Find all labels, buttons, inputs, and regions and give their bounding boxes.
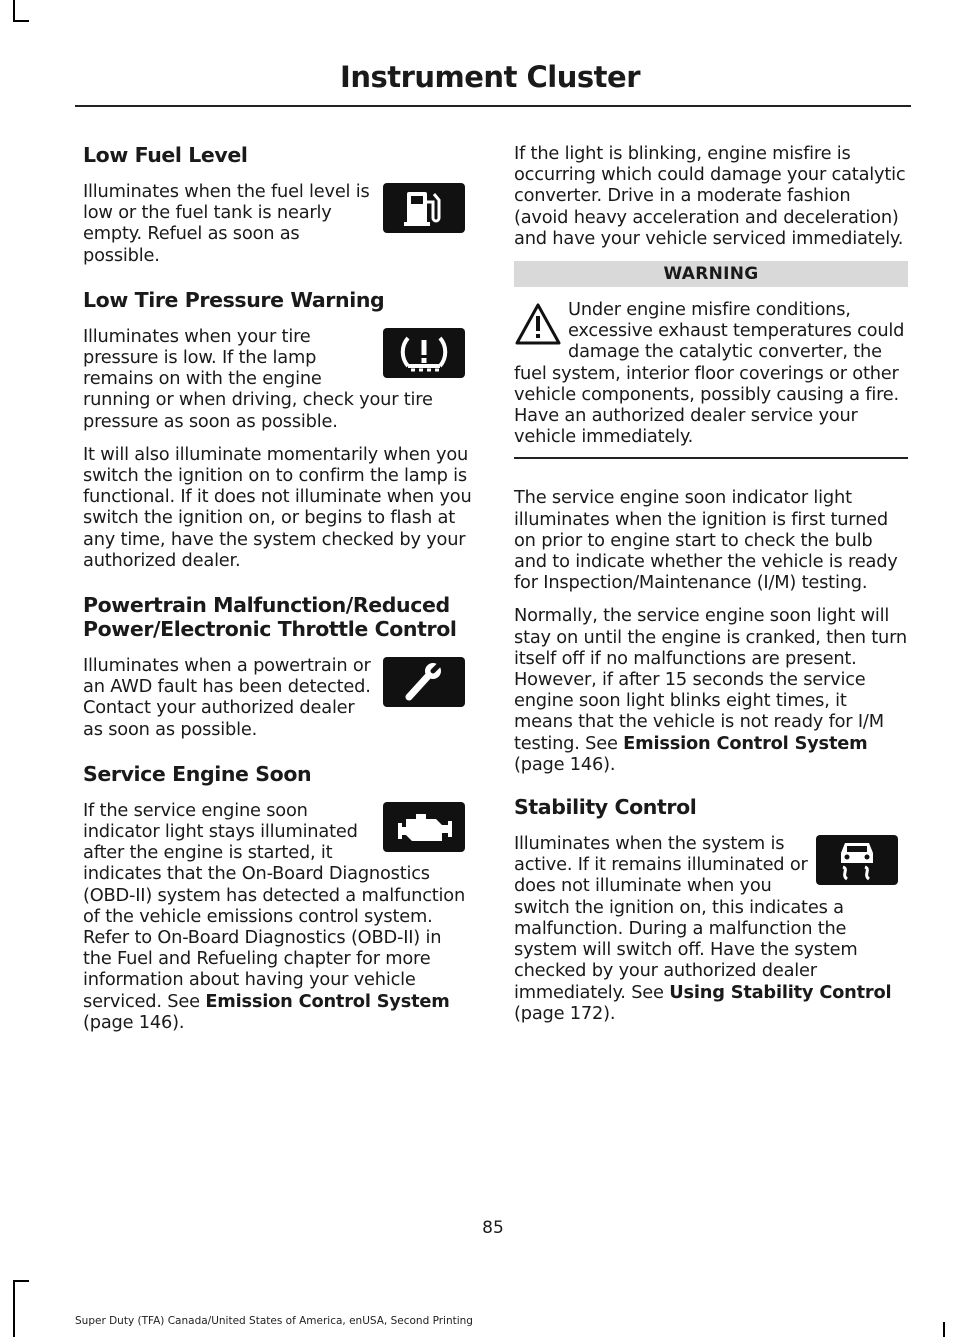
page-ref: (page 172). [514, 1002, 616, 1024]
stability-text-body: Illuminates when the system is active. If it remains illuminated or does not illuminate when you switch the ignition on, this indicates a malfunction. During a malfunction the system will switch off. Have the system checked by your authorized dealer immediately. See [514, 833, 858, 1003]
service-engine-section [83, 762, 475, 1033]
low-fuel-section [83, 143, 475, 266]
right-column [514, 143, 908, 1046]
tire-pressure-section [83, 288, 475, 571]
crop-mark [943, 1322, 945, 1337]
tire-pressure-text: Illuminates when your tire pressure is low. If the lamp remains on with the engine running or when driving, check your tire pressure as soon as possible. [83, 325, 433, 432]
emission-control-link[interactable]: Emission Control System [205, 990, 450, 1012]
crop-mark [13, 0, 15, 20]
warning-body [514, 299, 908, 447]
service-engine-text-body: If the service engine soon indicator light stays illuminated after the engine is started, it indicates that the On-Board Diagnostics (OBD-II) system has detected a malfunction of the vehicle emissions control system. Refer to On-Board Diagnostics (OBD-II) in the Fuel and Refueling chapter for more information about having your vehicle serviced. See [83, 799, 466, 1012]
wrench-icon [383, 657, 465, 707]
blinking-text: If the light is blinking, engine misfire is occurring which could damage your catalytic converter. Drive in a moderate fashion (avoid heavy acceleration and deceleration) and have your vehicle serviced immediately. [514, 143, 906, 249]
normally-text [514, 605, 908, 775]
indicator-text: The service engine soon indicator light illuminates when the ignition is first turned on prior to engine start to check the bulb and to indicate whether the vehicle is ready for Inspection/Maintenance (I/M) testing. [514, 487, 898, 594]
engine-icon [383, 802, 465, 852]
powertrain-text: Illuminates when a powertrain or an AWD fault has been detected. Contact your authorized dealer as soon as possible. [83, 655, 371, 740]
page-ref: (page 146). [514, 753, 616, 775]
tire-pressure-text-2: It will also illuminate momentarily when you switch the ignition on to confirm the lamp is functional. If it does not illuminate when you switch the ignition on, or begins to flash at any time, have the system checked by your authorized dealer. [83, 443, 472, 571]
powertrain-heading: Powertrain Malfunction/Reduced Power/Electronic Throttle Control [83, 593, 457, 642]
header-divider [75, 105, 911, 107]
crop-mark [13, 1280, 29, 1282]
warning-text: Under engine misfire conditions, excessive exhaust temperatures could damage the catalytic converter, the fuel system, interior floor coverings or other vehicle components, possibly causing a fire. Have an authorized dealer service your vehicle immediately. [514, 299, 905, 448]
fuel-pump-icon [383, 183, 465, 233]
stability-control-icon [816, 835, 898, 885]
crop-mark [13, 20, 29, 22]
tire-pressure-icon [383, 328, 465, 378]
footer-text: Super Duty (TFA) Canada/United States of America, enUSA, Second Printing [75, 1315, 473, 1327]
service-engine-heading: Service Engine Soon [83, 761, 312, 786]
normally-text-body: Normally, the service engine soon light will stay on until the engine is cranked, then turn itself off if no malfunctions are present. However, if after 15 seconds the service engine soon light blinks eight times, it means that the vehicle is not ready for I/M testing. See [514, 605, 907, 754]
stability-section [514, 795, 908, 1024]
stability-heading: Stability Control [514, 795, 697, 820]
tire-pressure-heading: Low Tire Pressure Warning [83, 287, 385, 312]
warning-label: WARNING [514, 261, 908, 287]
warning-triangle-icon [514, 301, 562, 347]
low-fuel-heading: Low Fuel Level [83, 143, 248, 167]
powertrain-section [83, 593, 475, 740]
page-number: 85 [482, 1218, 504, 1238]
low-fuel-text: Illuminates when the fuel level is low or the fuel tank is nearly empty. Refuel as soon as possible. [83, 181, 370, 266]
warning-divider [514, 457, 908, 459]
page-ref: (page 146). [83, 1011, 185, 1033]
crop-mark [13, 1280, 15, 1337]
emission-control-link[interactable]: Emission Control System [623, 732, 868, 754]
using-stability-control-link[interactable]: Using Stability Control [669, 981, 892, 1003]
left-column [83, 143, 475, 1055]
page-title: Instrument Cluster [340, 60, 640, 94]
